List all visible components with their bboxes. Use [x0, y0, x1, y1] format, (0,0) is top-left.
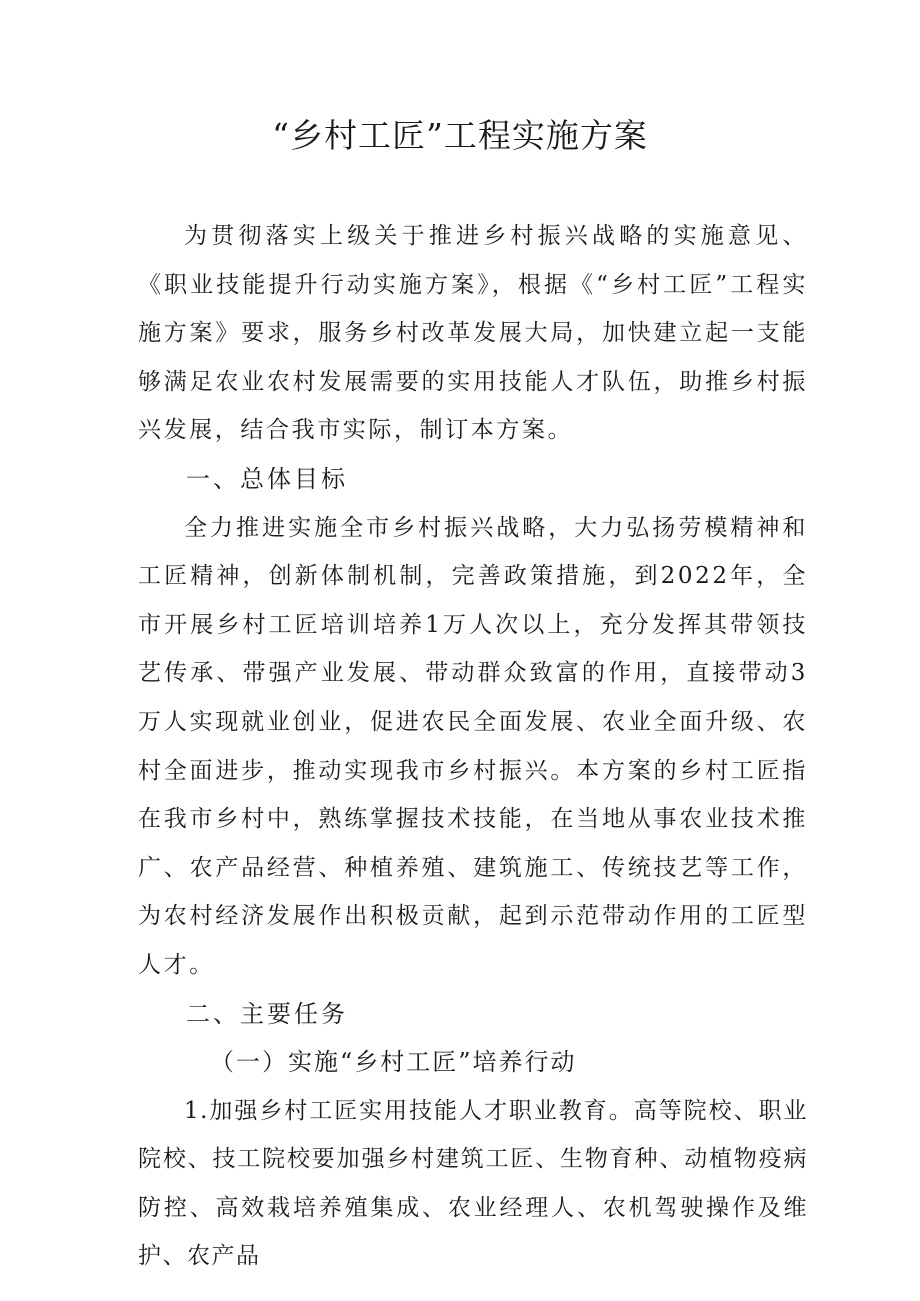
overall-goal-paragraph: 全力推进实施全市乡村振兴战略，大力弘扬劳模精神和工匠精神，创新体制机制，完善政策措施，到2022年，全市开展乡村工匠培训培养1万人次以上，充分发挥其带领技艺传承、带强产业发展、带动群众致富的作用，直接带动3万人实现就业创业，促进农民全面发展、农业全面升级、农村全面进步，推动实现我市乡村振兴。本方案的乡村工匠指在我市乡村中，熟练掌握技术技能，在当地从事农业技术推广、农产品经营、种植养殖、建筑施工、传统技艺等工作，为农村经济发展作出积极贡献，起到示范带动作用的工匠型人才。 — [138, 514, 808, 978]
task-paragraph-education: 1.加强乡村工匠实用技能人才职业教育。高等院校、职业院校、技工院校要加强乡村建筑工匠、生物育种、动植物疫病防控、高效栽培养殖集成、农业经理人、农机驾驶操作及维护、农产品 — [138, 1097, 808, 1270]
section-heading-overall-goal: 一、总体目标 — [186, 464, 348, 493]
document-title: “乡村工匠”工程实施方案 — [272, 116, 648, 155]
document-body — [138, 212, 808, 1281]
section-heading-main-tasks: 二、主要任务 — [186, 999, 348, 1028]
intro-paragraph: 为贯彻落实上级关于推进乡村振兴战略的实施意见、《职业技能提升行动实施方案》，根据《“乡村工匠”工程实施方案》要求，服务乡村改革发展大局，加快建立起一支能够满足农业农村发展需要的实用技能人才队伍，助推乡村振兴发展，结合我市实际，制订本方案。 — [138, 223, 808, 444]
subsection-heading-cultivation: （一）实施“乡村工匠”培养行动 — [210, 1048, 577, 1077]
